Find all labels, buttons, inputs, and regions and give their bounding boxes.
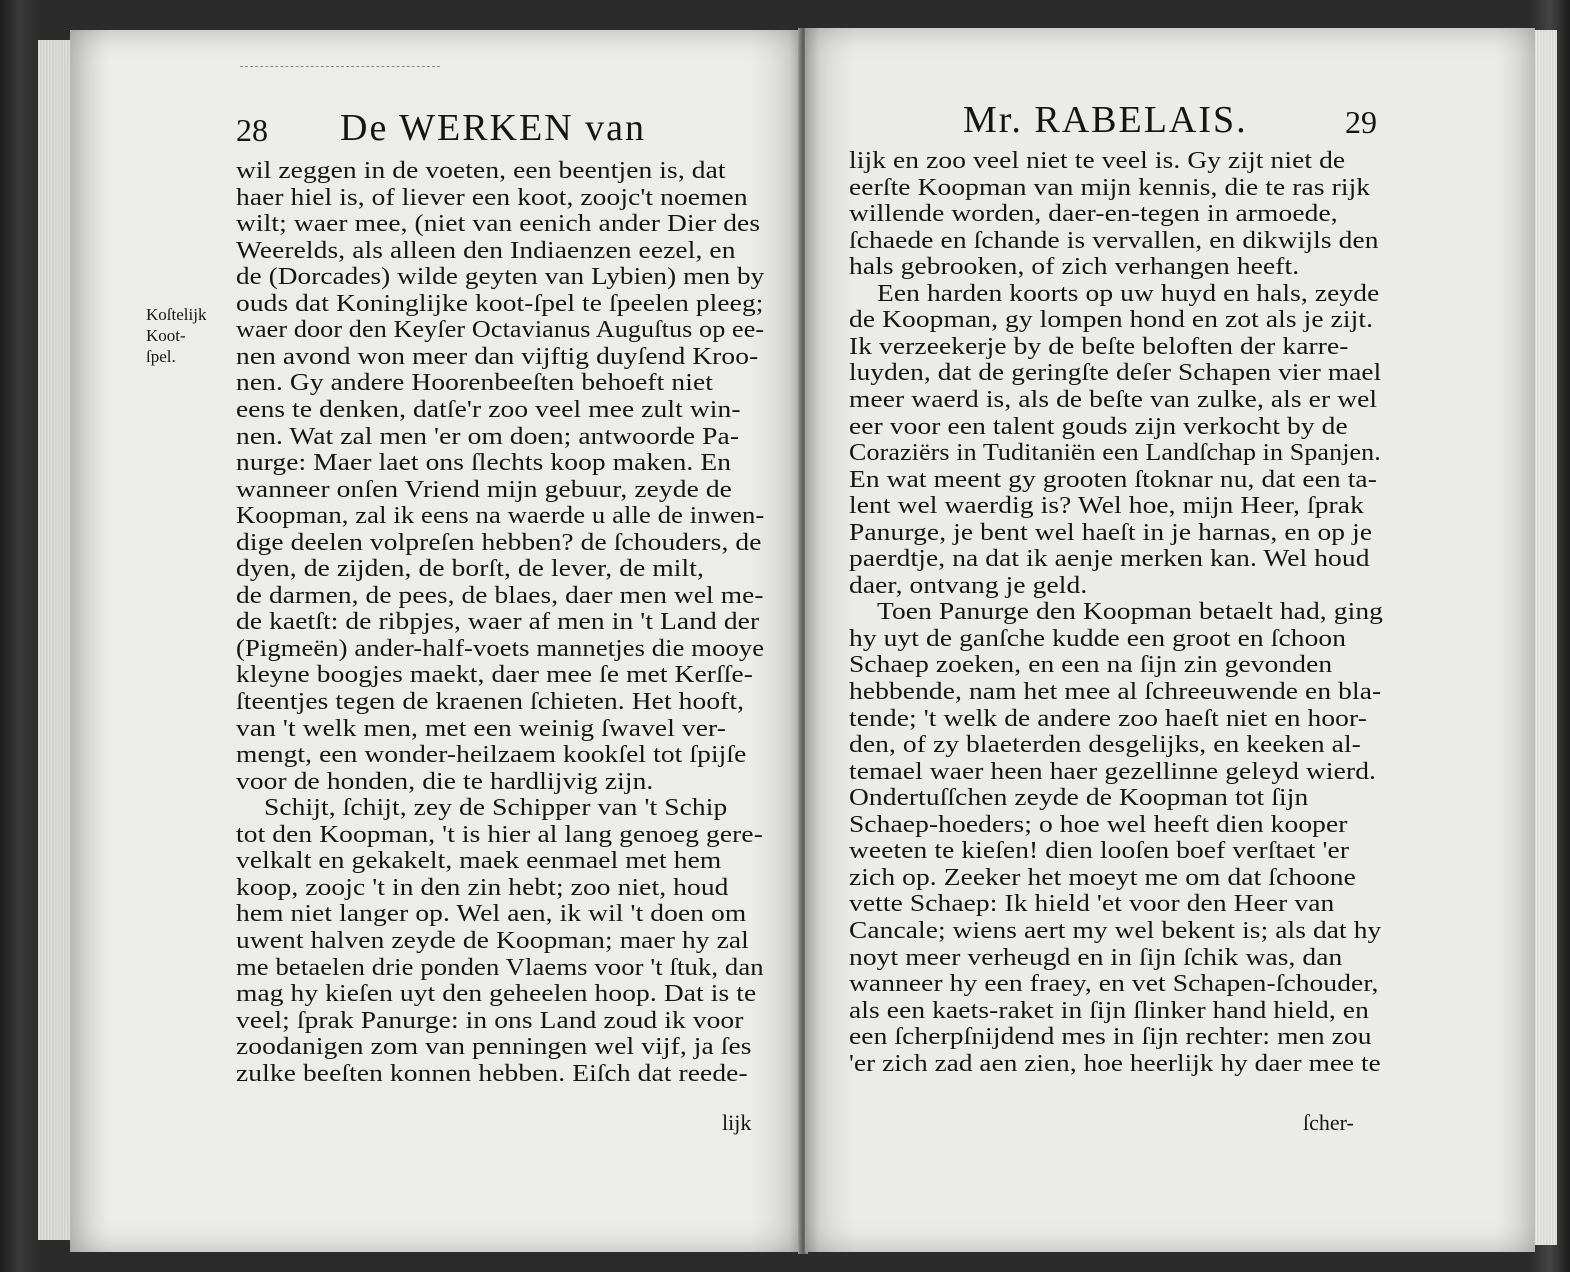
page-number-left: 28 <box>236 112 268 148</box>
left-line: nen. Wat zal men 'er om doen; antwoorde Pa- <box>236 422 740 450</box>
right-line: hals gebrooken, of zich verhangen heeft. <box>849 253 1300 281</box>
left-line: zoodanigen zom van penningen wel vijf, ja ſes <box>236 1033 752 1061</box>
left-line: velkalt en gekakelt, maek eenmael met hem <box>236 847 722 875</box>
top-rule <box>240 66 440 67</box>
left-line: mag hy kieſen uyt den geheelen hoop. Dat is te <box>236 980 757 1008</box>
left-line: nen avond won meer dan vijftig duyſend Kroo- <box>236 342 759 370</box>
left-line: eens te denken, datſe'r zoo veel mee zult win- <box>236 395 741 423</box>
left-line: de kaetſt: de ribpjes, waer af men in 't Land der <box>236 608 760 636</box>
right-line: tende; 't welk de andere zoo haeſt niet en hoor- <box>849 704 1367 732</box>
left-line: nurge: Maer laet ons ſlechts koop maken. En <box>236 449 732 477</box>
right-line: zich op. Zeeker het moeyt me om dat ſchoone <box>849 863 1356 891</box>
left-line: de (Dorcades) wilde geyten van Lybien) men by <box>236 263 765 291</box>
right-line: Ondertuſſchen zeyde de Koopman tot ſijn <box>849 784 1309 812</box>
left-line: hem niet langer op. Wel aen, ik wil 't doen om <box>236 900 747 928</box>
left-line: de darmen, de pees, de blaes, daer men wel me- <box>236 581 764 609</box>
right-line: als een kaets-raket in ſijn ſlinker hand hield, en <box>849 996 1369 1024</box>
catchword-left: lijk <box>722 1110 752 1135</box>
left-line: wil zeggen in de voeten, een beentjen is, dat <box>236 157 726 184</box>
right-line: willende worden, daer-en-tegen in armoede, <box>849 200 1338 228</box>
right-line: wanneer hy een fraey, en vet Schapen-ſchouder, <box>849 970 1379 998</box>
right-line: noyt meer verheugd en in ſijn ſchik was, dan <box>849 943 1343 971</box>
right-line: Toen Panurge den Koopman betaelt had, ging <box>877 598 1383 626</box>
right-line: eerſte Koopman van mijn kennis, die te ras rijk <box>849 173 1371 201</box>
left-line: Koopman, zal ik eens na waerde u alle de inwen- <box>236 502 765 530</box>
left-line: dige deelen volpreſen hebben? de ſchouders, de <box>236 528 762 556</box>
left-line: ouds dat Koninglijke koot-ſpel te ſpeelen pleeg; <box>236 289 764 317</box>
left-line: uwent halven zeyde de Koopman; maer hy zal <box>236 926 749 954</box>
left-line: nen. Gy andere Hoorenbeeſten behoeft niet <box>236 369 713 397</box>
left-line: wanneer onſen Vriend mijn gebuur, zeyde de <box>236 475 732 503</box>
right-line: hy uyt de ganſche kudde een groot en ſchoon <box>849 624 1347 652</box>
left-line: ſteentjes tegen de kraenen ſchieten. Het hooft, <box>236 688 745 715</box>
right-line: paerdtje, na dat ik aenje merken kan. Wel houd <box>849 545 1370 573</box>
left-line: koop, zoojc 't in den zin hebt; zoo niet, houd <box>236 873 729 901</box>
right-line: vette Schaep: Ik hield 'et voor den Heer van <box>849 890 1335 918</box>
right-line: lijk en zoo veel niet te veel is. Gy zijt niet de <box>849 147 1346 174</box>
left-line: veel; ſprak Panurge: in ons Land zoud ik voor <box>236 1006 744 1034</box>
left-line: wilt; waer mee, (niet van eenich ander Dier des <box>236 210 761 238</box>
right-line: temael waer heen haer gezellinne geleyd wierd. <box>849 757 1376 785</box>
right-line: Schaep-hoeders; o hoe wel heeft dien kooper <box>849 810 1348 838</box>
left-page-edges <box>38 40 72 1240</box>
right-line: den, of zy blaeterden desgelijks, en keeken al- <box>849 731 1361 759</box>
running-head-right: Mr. RABELAIS. <box>963 99 1248 141</box>
right-line: Ik verzeekerje by de beſte beloften der karre- <box>849 332 1349 360</box>
right-line: weeten te kieſen! dien looſen boef verſtaet 'er <box>849 837 1350 865</box>
left-line: me betaelen drie ponden Vlaems voor 't ſtuk, dan <box>236 953 764 981</box>
running-head-left: De WERKEN van <box>340 107 647 149</box>
left-line: tot den Koopman, 't is hier al lang genoeg gere- <box>236 820 763 848</box>
left-line: haer hiel is, of liever een koot, zoojc't noemen <box>236 183 748 211</box>
right-line: hebbende, nam het mee al ſchreeuwende en bla- <box>849 678 1382 705</box>
right-line: de Koopman, gy lompen hond en zot als je zijt. <box>849 306 1374 334</box>
left-line: voor de honden, die te hardlijvig zijn. <box>236 767 654 795</box>
right-line: ſchaede en ſchande is vervallen, en dikwijls den <box>849 226 1379 254</box>
left-line: Weerelds, als alleen den Indiaenzen eezel, en <box>236 236 736 264</box>
right-line: Panurge, je bent wel haeſt in je harnas, en op je <box>849 518 1373 546</box>
left-line: (Pigmeën) ander-half-voets mannetjes die mooye <box>236 634 765 662</box>
left-line: zulke beeſten konnen hebben. Eiſch dat reede- <box>236 1059 748 1087</box>
right-page <box>805 28 1535 1252</box>
right-line: Coraziërs in Tuditaniën een Landſchap in Spanjen. <box>849 439 1381 467</box>
right-line: Een harden koorts op uw huyd en hals, zeyde <box>877 279 1380 307</box>
catchword-right: ſcher- <box>1303 1110 1354 1135</box>
right-line: eer voor een talent gouds zijn verkocht by de <box>849 412 1348 440</box>
right-line: meer waerd is, als de beſte van zulke, als er wel <box>849 385 1378 413</box>
left-line: kleyne boogjes maekt, daer mee ſe met Kerſſe- <box>236 661 754 689</box>
left-line: waer door den Keyſer Octavianus Auguſtus op ee- <box>236 316 765 344</box>
right-line: een ſcherpſnijdend mes in ſijn rechter: men zou <box>849 1023 1372 1051</box>
left-line: Schijt, ſchijt, zey de Schipper van 't Schip <box>264 794 728 822</box>
right-line: Schaep zoeken, en een na ſijn zin gevonden <box>849 651 1333 679</box>
left-line: dyen, de zijden, de borſt, de lever, de milt, <box>236 555 704 583</box>
margin-note: Koſtelijk Koot- ſpel. <box>146 305 207 366</box>
right-line: luyden, dat de geringſte deſer Schapen vier mael <box>849 359 1382 387</box>
right-line: En wat meent gy grooten ſtoknar nu, dat een ta- <box>849 465 1377 493</box>
right-page-edges <box>1535 30 1557 1245</box>
left-line: mengt, een wonder-heilzaem kookſel tot ſpijſe <box>236 741 747 769</box>
right-line: Cancale; wiens aert my wel bekent is; als dat hy <box>849 916 1382 944</box>
right-line: 'er zich zad aen zien, hoe heerlijk hy daer mee te <box>849 1049 1381 1077</box>
right-line: lent wel waerdig is? Wel hoe, mijn Heer, ſprak <box>849 492 1364 520</box>
page-number-right: 29 <box>1345 104 1377 140</box>
left-page <box>70 30 802 1252</box>
right-line: daer, ontvang je geld. <box>849 571 1088 599</box>
left-line: van 't welk men, met een weinig ſwavel ver- <box>236 714 726 742</box>
